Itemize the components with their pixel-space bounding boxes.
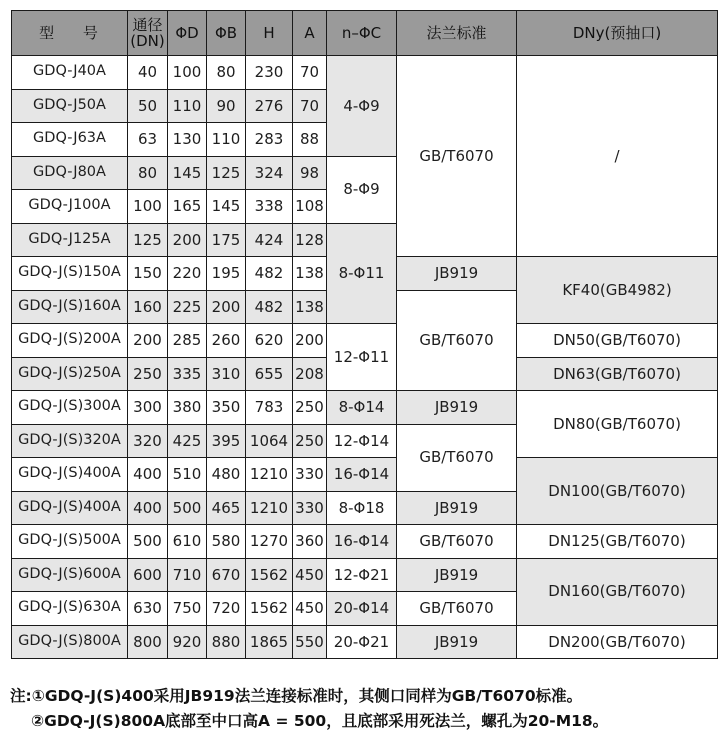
cell-model: GDQ-J(S)800A [12,625,128,659]
cell-holes: 8-Φ11 [327,223,397,324]
cell-holes: 12-Φ21 [327,558,397,592]
cell-od: 130 [168,123,207,157]
cell-model: GDQ-J100A [12,190,128,224]
cell-holes: 12-Φ14 [327,424,397,458]
cell-dn: 800 [128,625,168,659]
cell-dny: KF40(GB4982) [517,257,718,324]
cell-dny: DN200(GB/T6070) [517,625,718,659]
table-row [12,558,718,592]
cell-dny: DN160(GB/T6070) [517,558,718,625]
table-row [12,525,718,559]
cell-ob: 670 [207,558,246,592]
cell-model: GDQ-J(S)400A [12,491,128,525]
cell-model: GDQ-J(S)250A [12,357,128,391]
cell-flange: JB919 [397,558,517,592]
cell-a: 250 [293,391,327,425]
cell-holes: 4-Φ9 [327,56,397,157]
cell-h: 1064 [246,424,293,458]
cell-h: 338 [246,190,293,224]
cell-h: 230 [246,56,293,90]
cell-ob: 145 [207,190,246,224]
cell-od: 610 [168,525,207,559]
table-row [12,625,718,659]
cell-dn: 400 [128,491,168,525]
cell-od: 110 [168,89,207,123]
cell-h: 324 [246,156,293,190]
cell-flange: GB/T6070 [397,56,517,257]
cell-dn: 100 [128,190,168,224]
cell-od: 500 [168,491,207,525]
note-line-1: 注:①GDQ-J(S)400采用JB919法兰连接标准时，其侧口同样为GB/T6070标准。 [10,687,583,705]
cell-dny: DN63(GB/T6070) [517,357,718,391]
cell-a: 250 [293,424,327,458]
cell-flange: JB919 [397,625,517,659]
cell-flange: JB919 [397,391,517,425]
header-row [12,11,718,56]
cell-dn: 50 [128,89,168,123]
header-ob: ΦB [207,11,246,56]
cell-model: GDQ-J(S)200A [12,324,128,358]
cell-od: 165 [168,190,207,224]
note-line-2: ②GDQ-J(S)800A底部至中口高A = 500，且底部采用死法兰，螺孔为20-M18。 [31,712,609,730]
cell-dny: DN50(GB/T6070) [517,324,718,358]
cell-ob: 480 [207,458,246,492]
cell-h: 1562 [246,558,293,592]
header-dny: DNy(预抽口) [517,11,718,56]
cell-holes: 16-Φ14 [327,525,397,559]
cell-model: GDQ-J80A [12,156,128,190]
header-dn: 通径 (DN) [128,11,168,56]
table-row [12,458,718,492]
cell-a: 98 [293,156,327,190]
cell-a: 450 [293,592,327,626]
cell-holes: 16-Φ14 [327,458,397,492]
cell-dny: DN80(GB/T6070) [517,391,718,458]
cell-ob: 80 [207,56,246,90]
cell-dn: 160 [128,290,168,324]
cell-dn: 200 [128,324,168,358]
table-row [12,324,718,358]
cell-model: GDQ-J(S)600A [12,558,128,592]
cell-ob: 90 [207,89,246,123]
cell-od: 285 [168,324,207,358]
cell-od: 200 [168,223,207,257]
cell-a: 360 [293,525,327,559]
cell-holes: 12-Φ11 [327,324,397,391]
cell-a: 88 [293,123,327,157]
cell-h: 283 [246,123,293,157]
cell-dn: 600 [128,558,168,592]
cell-model: GDQ-J50A [12,89,128,123]
cell-ob: 260 [207,324,246,358]
notes [10,684,716,734]
cell-od: 145 [168,156,207,190]
cell-ob: 465 [207,491,246,525]
cell-flange: GB/T6070 [397,290,517,391]
cell-od: 920 [168,625,207,659]
cell-ob: 200 [207,290,246,324]
cell-ob: 195 [207,257,246,291]
cell-holes: 8-Φ14 [327,391,397,425]
cell-ob: 110 [207,123,246,157]
cell-model: GDQ-J(S)500A [12,525,128,559]
cell-dn: 320 [128,424,168,458]
cell-a: 200 [293,324,327,358]
cell-a: 138 [293,257,327,291]
cell-a: 550 [293,625,327,659]
cell-od: 100 [168,56,207,90]
cell-dn: 63 [128,123,168,157]
cell-a: 108 [293,190,327,224]
cell-h: 482 [246,257,293,291]
cell-model: GDQ-J(S)300A [12,391,128,425]
cell-dn: 400 [128,458,168,492]
cell-h: 783 [246,391,293,425]
cell-h: 655 [246,357,293,391]
cell-h: 424 [246,223,293,257]
cell-ob: 720 [207,592,246,626]
cell-model: GDQ-J(S)160A [12,290,128,324]
cell-h: 620 [246,324,293,358]
cell-ob: 350 [207,391,246,425]
cell-flange: JB919 [397,491,517,525]
cell-od: 510 [168,458,207,492]
cell-holes: 8-Φ9 [327,156,397,223]
cell-dny: DN125(GB/T6070) [517,525,718,559]
cell-od: 380 [168,391,207,425]
header-model: 型 号 [12,11,128,56]
cell-model: GDQ-J(S)150A [12,257,128,291]
cell-a: 128 [293,223,327,257]
cell-dn: 40 [128,56,168,90]
cell-h: 482 [246,290,293,324]
cell-model: GDQ-J(S)400A [12,458,128,492]
cell-a: 70 [293,56,327,90]
cell-a: 330 [293,491,327,525]
cell-od: 220 [168,257,207,291]
header-h: H [246,11,293,56]
cell-dn: 300 [128,391,168,425]
cell-a: 70 [293,89,327,123]
cell-ob: 175 [207,223,246,257]
table-row [12,56,718,90]
cell-od: 710 [168,558,207,592]
cell-h: 1865 [246,625,293,659]
cell-a: 450 [293,558,327,592]
cell-h: 1270 [246,525,293,559]
cell-a: 330 [293,458,327,492]
cell-dny: / [517,56,718,257]
cell-od: 225 [168,290,207,324]
cell-holes: 20-Φ14 [327,592,397,626]
cell-dn: 250 [128,357,168,391]
cell-model: GDQ-J40A [12,56,128,90]
cell-flange: GB/T6070 [397,592,517,626]
cell-h: 1210 [246,491,293,525]
cell-holes: 20-Φ21 [327,625,397,659]
cell-h: 1562 [246,592,293,626]
cell-dny: DN100(GB/T6070) [517,458,718,525]
header-flange: 法兰标准 [397,11,517,56]
cell-ob: 580 [207,525,246,559]
cell-model: GDQ-J125A [12,223,128,257]
cell-dn: 630 [128,592,168,626]
header-holes: n–ΦC [327,11,397,56]
cell-h: 1210 [246,458,293,492]
cell-ob: 310 [207,357,246,391]
cell-holes: 8-Φ18 [327,491,397,525]
cell-a: 208 [293,357,327,391]
spec-table [11,10,718,659]
cell-ob: 880 [207,625,246,659]
cell-h: 276 [246,89,293,123]
header-a: A [293,11,327,56]
cell-model: GDQ-J(S)630A [12,592,128,626]
cell-od: 335 [168,357,207,391]
cell-dn: 500 [128,525,168,559]
cell-dn: 125 [128,223,168,257]
cell-a: 138 [293,290,327,324]
cell-dn: 150 [128,257,168,291]
cell-model: GDQ-J63A [12,123,128,157]
cell-od: 750 [168,592,207,626]
cell-ob: 395 [207,424,246,458]
cell-ob: 125 [207,156,246,190]
cell-flange: GB/T6070 [397,424,517,491]
table-row [12,391,718,425]
cell-od: 425 [168,424,207,458]
cell-flange: JB919 [397,257,517,291]
header-od: ΦD [168,11,207,56]
cell-model: GDQ-J(S)320A [12,424,128,458]
cell-flange: GB/T6070 [397,525,517,559]
cell-dn: 80 [128,156,168,190]
